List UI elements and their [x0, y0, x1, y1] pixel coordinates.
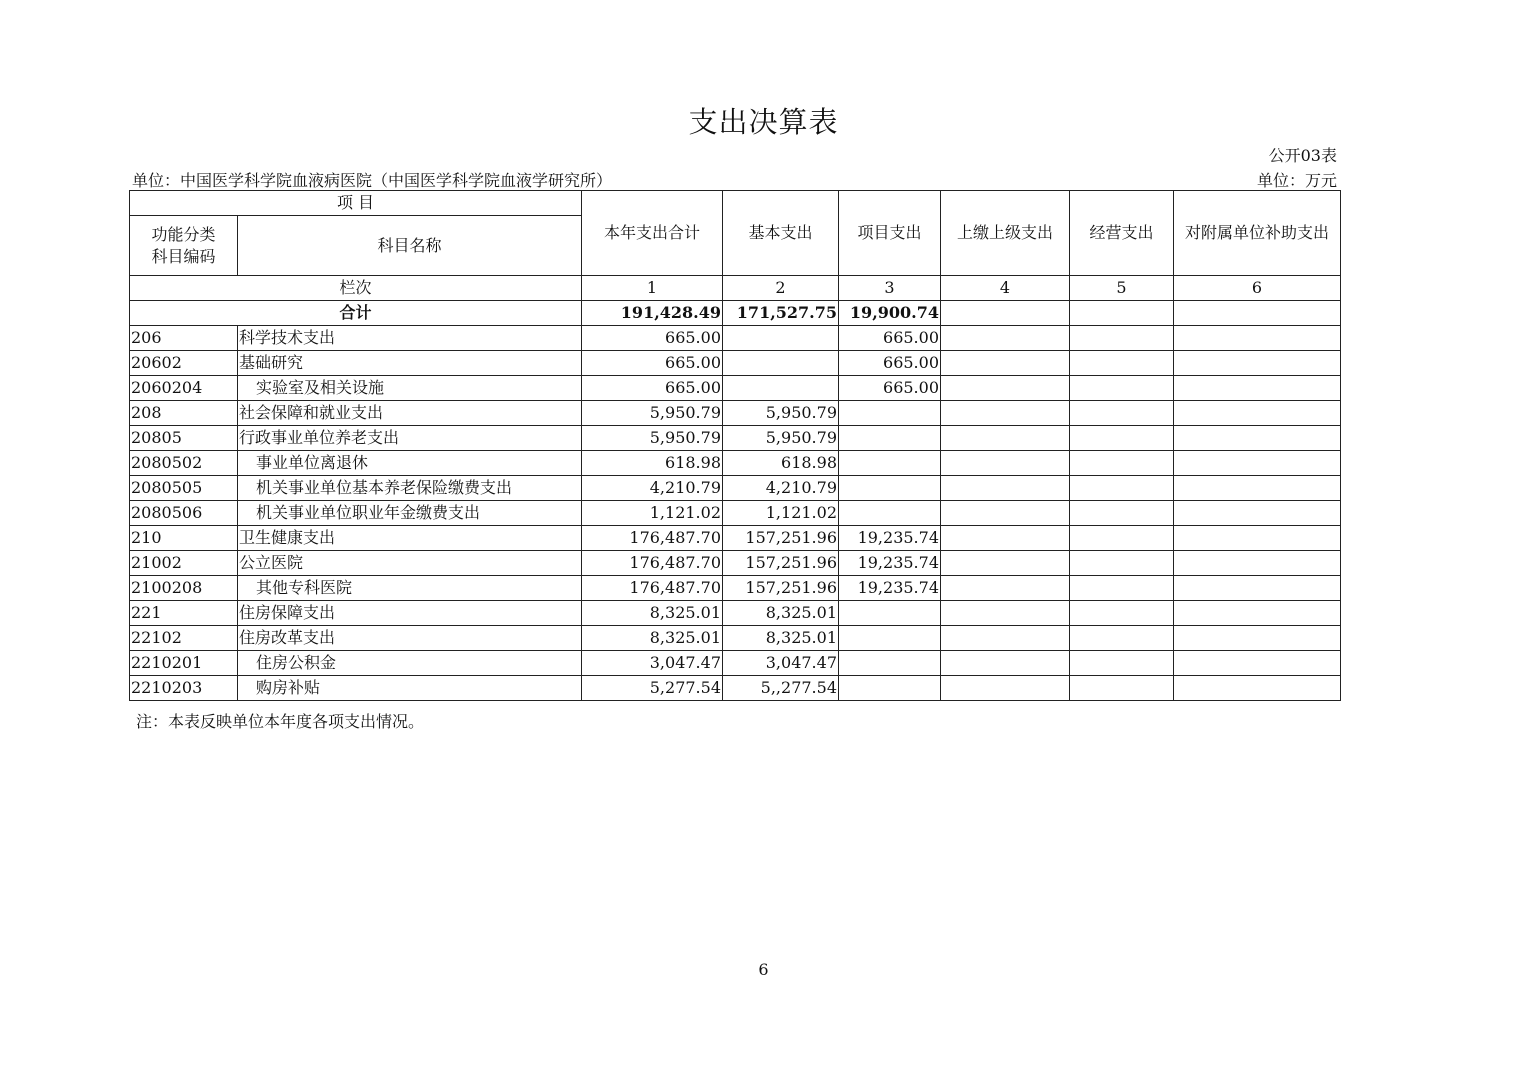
- subject-name: 住房公积金: [238, 651, 582, 676]
- amount-cell: [1070, 476, 1174, 501]
- amount-cell: 665.00: [839, 376, 941, 401]
- amount-cell: [1070, 601, 1174, 626]
- page-title: 支出决算表: [688, 105, 839, 139]
- amount-cell: 8,325.01: [582, 626, 723, 651]
- amount-cell: [1174, 526, 1341, 551]
- amount-cell: 665.00: [582, 376, 723, 401]
- amount-cell: [839, 401, 941, 426]
- amount-cell: [1070, 426, 1174, 451]
- amount-cell: [941, 626, 1070, 651]
- table-row: [130, 601, 1341, 626]
- amount-cell: [941, 476, 1070, 501]
- amount-cell: 8,325.01: [723, 601, 839, 626]
- amount-cell: 4,210.79: [582, 476, 723, 501]
- table-row: [130, 676, 1341, 701]
- currency-unit: 单位：万元: [1256, 171, 1337, 190]
- amount-cell: [941, 576, 1070, 601]
- total-row: [130, 301, 1341, 326]
- subject-name: 公立医院: [238, 551, 582, 576]
- table-row: [130, 476, 1341, 501]
- subject-name: 其他专科医院: [238, 576, 582, 601]
- amount-cell: 176,487.70: [582, 576, 723, 601]
- row-number: 6: [1174, 276, 1341, 301]
- amount-cell: [1174, 326, 1341, 351]
- amount-cell: [1174, 376, 1341, 401]
- amount-cell: 5,950.79: [723, 401, 839, 426]
- amount-cell: 19,235.74: [839, 576, 941, 601]
- reporting-unit: 单位：中国医学科学院血液病医院（中国医学科学院血液学研究所）: [132, 171, 613, 190]
- subject-name: 社会保障和就业支出: [238, 401, 582, 426]
- table-row: [130, 576, 1341, 601]
- row-number: 1: [582, 276, 723, 301]
- amount-cell: [1174, 676, 1341, 701]
- header-item: 项 目: [130, 191, 582, 216]
- row-number: 5: [1070, 276, 1174, 301]
- subject-name: 住房改革支出: [238, 626, 582, 651]
- table-row: [130, 651, 1341, 676]
- table-row: [130, 626, 1341, 651]
- subject-code: 2100208: [130, 576, 238, 601]
- amount-cell: [723, 376, 839, 401]
- amount-cell: 618.98: [723, 451, 839, 476]
- table-row: [130, 376, 1341, 401]
- table-note: 注：本表反映单位本年度各项支出情况。: [136, 712, 425, 731]
- subject-name: 实验室及相关设施: [238, 376, 582, 401]
- amount-cell: 5,950.79: [723, 426, 839, 451]
- subject-code: 2080505: [130, 476, 238, 501]
- row-number: 4: [941, 276, 1070, 301]
- subject-code: 2210201: [130, 651, 238, 676]
- amount-cell: [839, 626, 941, 651]
- amount-cell: [1174, 351, 1341, 376]
- amount-cell: [1070, 326, 1174, 351]
- subject-name: 机关事业单位职业年金缴费支出: [238, 501, 582, 526]
- subject-name: 机关事业单位基本养老保险缴费支出: [238, 476, 582, 501]
- amount-cell: 8,325.01: [582, 601, 723, 626]
- total-value: [1174, 301, 1341, 326]
- subject-code: 210: [130, 526, 238, 551]
- amount-cell: [1070, 651, 1174, 676]
- form-number: 公开03表: [1268, 146, 1337, 165]
- total-value: 191,428.49: [582, 301, 723, 326]
- row-number: 2: [723, 276, 839, 301]
- amount-cell: [1174, 451, 1341, 476]
- amount-cell: [1070, 376, 1174, 401]
- amount-cell: [1174, 626, 1341, 651]
- subject-code: 21002: [130, 551, 238, 576]
- subject-code: 2080502: [130, 451, 238, 476]
- amount-cell: [941, 601, 1070, 626]
- amount-cell: 157,251.96: [723, 526, 839, 551]
- header-col-4: 上缴上级支出: [941, 191, 1070, 276]
- header-col-3: 项目支出: [839, 191, 941, 276]
- amount-cell: 3,047.47: [723, 651, 839, 676]
- amount-cell: [1070, 576, 1174, 601]
- amount-cell: [839, 426, 941, 451]
- amount-cell: [723, 326, 839, 351]
- expenditure-table: [129, 190, 1341, 701]
- amount-cell: 5,950.79: [582, 426, 723, 451]
- subject-name: 基础研究: [238, 351, 582, 376]
- table-row: [130, 401, 1341, 426]
- amount-cell: [839, 676, 941, 701]
- amount-cell: [1070, 501, 1174, 526]
- amount-cell: [941, 326, 1070, 351]
- table-row: [130, 526, 1341, 551]
- subject-code: 20805: [130, 426, 238, 451]
- amount-cell: [839, 601, 941, 626]
- amount-cell: 5,950.79: [582, 401, 723, 426]
- header-name: 科目名称: [238, 216, 582, 276]
- amount-cell: 176,487.70: [582, 526, 723, 551]
- amount-cell: [941, 501, 1070, 526]
- table-row: [130, 351, 1341, 376]
- amount-cell: [941, 651, 1070, 676]
- amount-cell: 157,251.96: [723, 576, 839, 601]
- table-row: [130, 426, 1341, 451]
- amount-cell: [839, 651, 941, 676]
- amount-cell: [1174, 601, 1341, 626]
- total-label: 合计: [130, 301, 582, 326]
- amount-cell: [1070, 401, 1174, 426]
- amount-cell: [1174, 501, 1341, 526]
- header-col-1: 本年支出合计: [582, 191, 723, 276]
- amount-cell: 665.00: [839, 326, 941, 351]
- amount-cell: 1,121.02: [723, 501, 839, 526]
- row-number: 3: [839, 276, 941, 301]
- amount-cell: [1174, 476, 1341, 501]
- amount-cell: [1070, 551, 1174, 576]
- subject-code: 206: [130, 326, 238, 351]
- subject-code: 2210203: [130, 676, 238, 701]
- amount-cell: [941, 551, 1070, 576]
- amount-cell: [1174, 651, 1341, 676]
- amount-cell: 157,251.96: [723, 551, 839, 576]
- header-col-2: 基本支出: [723, 191, 839, 276]
- amount-cell: [1174, 426, 1341, 451]
- total-value: [941, 301, 1070, 326]
- amount-cell: [1174, 576, 1341, 601]
- subject-name: 住房保障支出: [238, 601, 582, 626]
- page-number: 6: [758, 960, 769, 979]
- total-value: 19,900.74: [839, 301, 941, 326]
- amount-cell: [1070, 626, 1174, 651]
- subject-code: 208: [130, 401, 238, 426]
- subject-code: 221: [130, 601, 238, 626]
- amount-cell: 19,235.74: [839, 551, 941, 576]
- amount-cell: [941, 376, 1070, 401]
- subject-code: 2080506: [130, 501, 238, 526]
- header-code: [130, 216, 238, 276]
- subject-name: 卫生健康支出: [238, 526, 582, 551]
- amount-cell: [941, 451, 1070, 476]
- subject-code: 22102: [130, 626, 238, 651]
- amount-cell: 176,487.70: [582, 551, 723, 576]
- table-row: [130, 326, 1341, 351]
- header-code-line2: 科目编码: [151, 246, 216, 266]
- amount-cell: [941, 526, 1070, 551]
- amount-cell: [723, 351, 839, 376]
- subject-code: 2060204: [130, 376, 238, 401]
- amount-cell: [1070, 526, 1174, 551]
- amount-cell: [941, 401, 1070, 426]
- amount-cell: [941, 426, 1070, 451]
- subject-name: 事业单位离退休: [238, 451, 582, 476]
- amount-cell: 618.98: [582, 451, 723, 476]
- table-row: [130, 451, 1341, 476]
- amount-cell: 5,277.54: [582, 676, 723, 701]
- amount-cell: 665.00: [839, 351, 941, 376]
- subject-code: 20602: [130, 351, 238, 376]
- subject-name: 科学技术支出: [238, 326, 582, 351]
- header-code-line1: 功能分类: [151, 224, 216, 244]
- table-row: [130, 551, 1341, 576]
- amount-cell: [839, 476, 941, 501]
- table-row: [130, 501, 1341, 526]
- amount-cell: 1,121.02: [582, 501, 723, 526]
- amount-cell: 3,047.47: [582, 651, 723, 676]
- amount-cell: [1070, 351, 1174, 376]
- subject-name: 行政事业单位养老支出: [238, 426, 582, 451]
- subject-name: 购房补贴: [238, 676, 582, 701]
- amount-cell: [941, 676, 1070, 701]
- total-value: 171,527.75: [723, 301, 839, 326]
- amount-cell: 665.00: [582, 326, 723, 351]
- amount-cell: 4,210.79: [723, 476, 839, 501]
- amount-cell: [1174, 401, 1341, 426]
- amount-cell: [839, 451, 941, 476]
- row-number-label: 栏次: [130, 276, 582, 301]
- total-value: [1070, 301, 1174, 326]
- amount-cell: [1174, 551, 1341, 576]
- amount-cell: [1070, 676, 1174, 701]
- header-col-6: 对附属单位补助支出: [1174, 191, 1341, 276]
- amount-cell: [941, 351, 1070, 376]
- amount-cell: 5,,277.54: [723, 676, 839, 701]
- amount-cell: 19,235.74: [839, 526, 941, 551]
- amount-cell: 665.00: [582, 351, 723, 376]
- amount-cell: [1070, 451, 1174, 476]
- amount-cell: 8,325.01: [723, 626, 839, 651]
- amount-cell: [839, 501, 941, 526]
- header-col-5: 经营支出: [1070, 191, 1174, 276]
